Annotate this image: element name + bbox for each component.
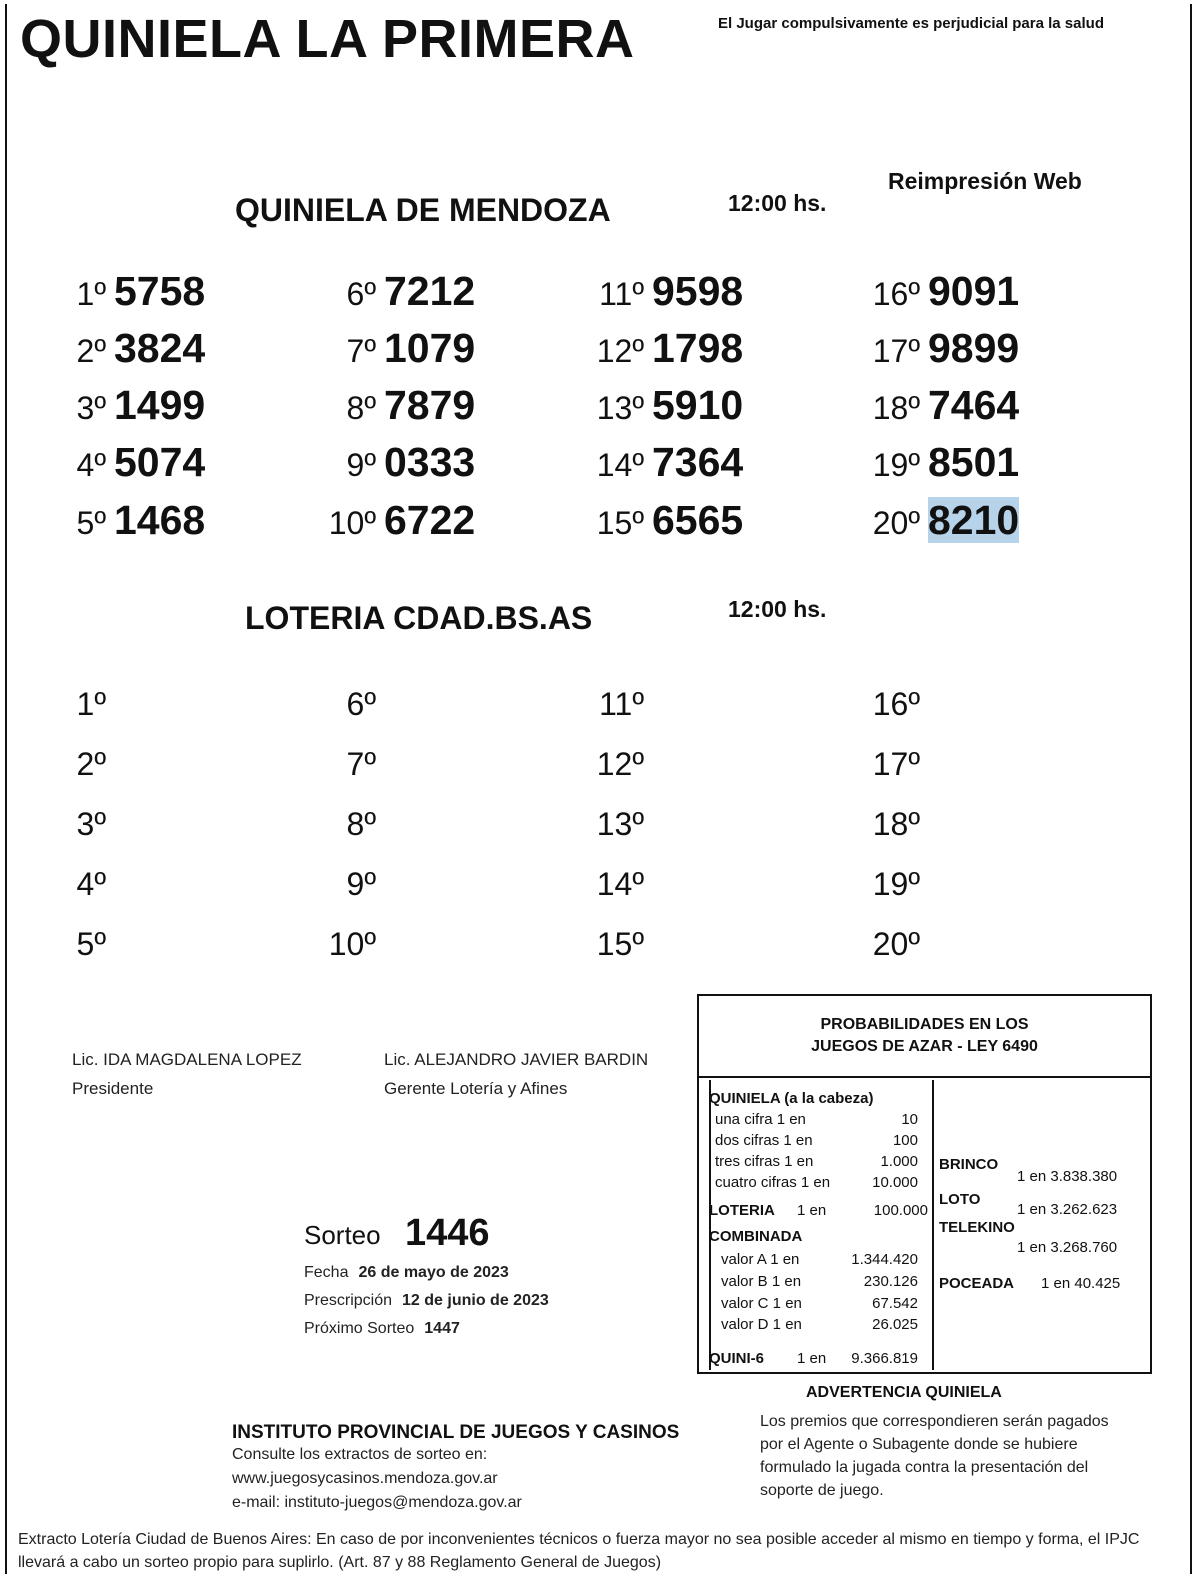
result-position: 3º [76, 806, 106, 842]
prob-label: valor C 1 en [721, 1295, 802, 1312]
loteria-result-4 [56, 866, 106, 903]
sorteo-label: Sorteo [304, 1220, 381, 1250]
quini6-prob-label: QUINI-6 [709, 1350, 765, 1367]
prob-label: valor D 1 en [721, 1316, 802, 1333]
result-number: 7464 [928, 382, 1020, 428]
loteria-result-2 [56, 746, 106, 783]
institute-email: e-mail: instituto-juegos@mendoza.gov.ar [232, 1494, 522, 1511]
loto-prob-label: LOTO [939, 1191, 981, 1208]
gambling-warning: El Jugar compulsivamente es perjudicial para la salud [718, 15, 1104, 32]
prob-value: 1.000 [880, 1153, 918, 1170]
mendoza-result-11 [580, 268, 743, 315]
loteria-result-3 [56, 806, 106, 843]
result-position: 6º [346, 686, 376, 722]
result-number: 6722 [384, 497, 476, 543]
prob-value: 10 [901, 1111, 918, 1128]
result-position: 19º [872, 866, 920, 902]
result-position: 9º [346, 447, 376, 483]
loteria-result-17 [856, 746, 920, 783]
prob-value: 67.542 [872, 1295, 918, 1312]
result-position: 14º [596, 866, 644, 902]
loteria-prob-text: 1 en [797, 1202, 827, 1219]
next-sorteo-value: 1447 [424, 1320, 460, 1337]
page-title: QUINIELA LA PRIMERA [20, 9, 635, 69]
institute-website: www.juegosycasinos.mendoza.gov.ar [232, 1470, 498, 1487]
sorteo-prescription [304, 1292, 549, 1310]
loteria-result-10 [312, 926, 376, 963]
mendoza-result-9 [312, 439, 475, 486]
result-position: 5º [76, 505, 106, 541]
prob-label: cuatro cifras 1 en [715, 1174, 831, 1191]
signature-role-president: Presidente [72, 1079, 154, 1098]
mendoza-draw-time: 12:00 hs. [728, 190, 827, 216]
prescription-value: 12 de junio de 2023 [402, 1292, 549, 1309]
result-number: 5910 [652, 382, 744, 428]
result-position: 2º [76, 333, 106, 369]
mendoza-result-3 [56, 382, 205, 429]
date-value: 26 de mayo de 2023 [358, 1264, 509, 1281]
mendoza-result-1 [56, 268, 205, 315]
result-position: 17º [872, 746, 920, 782]
signature-name-president: Lic. IDA MAGDALENA LOPEZ [72, 1050, 302, 1069]
mendoza-result-2 [56, 325, 205, 372]
mendoza-result-8 [312, 382, 475, 429]
advertencia-text: Los premios que correspondieren serán pagados por el Agente o Subagente donde se hubiere formulado la jugada contra la presentación del soporte de juego. [760, 1413, 1109, 1499]
mendoza-result-16 [856, 268, 1019, 315]
quini6-prob-value: 9.366.819 [851, 1350, 918, 1367]
result-position: 9º [346, 866, 376, 902]
loteria-prob-value: 100.000 [873, 1202, 928, 1219]
loteria-result-13 [580, 806, 644, 843]
result-position: 13º [596, 806, 644, 842]
loteria-result-5 [56, 926, 106, 963]
loteria-result-19 [856, 866, 920, 903]
result-position: 14º [596, 447, 644, 483]
result-number: 8501 [928, 439, 1020, 485]
result-position: 20º [872, 926, 920, 962]
prescription-label: Prescripción [304, 1292, 393, 1309]
result-position: 11º [599, 276, 644, 312]
result-position: 2º [76, 746, 106, 782]
result-number: 9091 [928, 268, 1020, 314]
prob-value: 230.126 [863, 1273, 918, 1290]
result-number: 0333 [384, 439, 476, 485]
quini6-prob-text: 1 en [797, 1350, 827, 1367]
loteria-result-15 [580, 926, 644, 963]
loteria-draw-time: 12:00 hs. [728, 596, 827, 622]
reprint-label: Reimpresión Web [888, 168, 1082, 194]
result-position: 4º [76, 447, 106, 483]
next-sorteo-label: Próximo Sorteo [304, 1320, 415, 1337]
result-position: 7º [346, 746, 376, 782]
brinco-prob-value: 1 en 3.838.380 [1017, 1168, 1118, 1185]
advertencia-title: ADVERTENCIA QUINIELA [806, 1384, 1002, 1401]
result-number: 6565 [652, 497, 744, 543]
result-number: 8210 [928, 497, 1020, 543]
probabilities-title-line1: PROBABILIDADES EN LOS [820, 1016, 1029, 1033]
brinco-prob-label: BRINCO [939, 1156, 999, 1173]
result-position: 8º [346, 806, 376, 842]
result-number: 9598 [652, 268, 744, 314]
loteria-result-8 [312, 806, 376, 843]
loteria-section-title: LOTERIA CDAD.BS.AS [245, 600, 593, 636]
mendoza-result-7 [312, 325, 475, 372]
date-label: Fecha [304, 1264, 349, 1281]
signature-role-manager: Gerente Lotería y Afines [384, 1079, 568, 1098]
institute-consult: Consulte los extractos de sorteo en: [232, 1446, 488, 1463]
prob-label: dos cifras 1 en [715, 1132, 813, 1149]
mendoza-section-title: QUINIELA DE MENDOZA [235, 192, 611, 228]
result-position: 16º [872, 686, 920, 722]
prob-value: 10.000 [872, 1174, 918, 1191]
loteria-result-9 [312, 866, 376, 903]
probabilities-box [697, 994, 1152, 1374]
mendoza-result-10 [312, 497, 475, 544]
result-number: 9899 [928, 325, 1020, 371]
result-number: 1798 [652, 325, 744, 371]
loteria-result-1 [56, 686, 106, 723]
result-position: 15º [596, 505, 644, 541]
combinada-prob-title: COMBINADA [709, 1228, 803, 1245]
prob-value: 100 [892, 1132, 918, 1149]
loteria-result-20 [856, 926, 920, 963]
next-sorteo [304, 1320, 460, 1338]
mendoza-result-5 [56, 497, 205, 544]
result-position: 20º [872, 505, 920, 541]
institute-name: INSTITUTO PROVINCIAL DE JUEGOS Y CASINOS [232, 1422, 680, 1443]
loteria-result-7 [312, 746, 376, 783]
loteria-result-18 [856, 806, 920, 843]
probabilities-title-line2: JUEGOS DE AZAR - LEY 6490 [811, 1038, 1038, 1055]
result-number: 1499 [114, 382, 206, 428]
poceada-prob-value: 1 en 40.425 [1041, 1275, 1121, 1292]
quiniela-prob-title: QUINIELA (a la cabeza) [709, 1090, 874, 1107]
result-position: 17º [872, 333, 920, 369]
result-position: 4º [76, 866, 106, 902]
telekino-prob-label: TELEKINO [939, 1219, 1015, 1236]
mendoza-result-14 [580, 439, 743, 486]
loteria-prob-label: LOTERIA [709, 1202, 775, 1219]
mendoza-result-12 [580, 325, 743, 372]
mendoza-result-17 [856, 325, 1019, 372]
footer-note: Extracto Lotería Ciudad de Buenos Aires: En caso de por inconvenientes técnicos o fuerza mayor no sea posible acceder al mismo en tiempo y forma, el IPJC llevará a cabo un sorteo propio para suplirlo. (Art. 87 y 88 Reglamento General de Juegos) [18, 1531, 1140, 1571]
result-position: 13º [596, 390, 644, 426]
result-number: 7879 [384, 382, 476, 428]
prob-value: 1.344.420 [851, 1251, 918, 1268]
prob-label: valor A 1 en [721, 1251, 800, 1268]
mendoza-result-20 [856, 497, 1019, 544]
result-position: 11º [599, 686, 644, 722]
result-position: 12º [596, 746, 644, 782]
result-position: 1º [76, 276, 106, 312]
loteria-result-6 [312, 686, 376, 723]
prob-label: una cifra 1 en [715, 1111, 806, 1128]
loto-prob-value: 1 en 3.262.623 [1017, 1201, 1118, 1218]
prob-label: valor B 1 en [721, 1273, 802, 1290]
loteria-result-16 [856, 686, 920, 723]
sorteo-number: 1446 [405, 1212, 490, 1254]
prob-label: tres cifras 1 en [715, 1153, 814, 1170]
telekino-prob-value: 1 en 3.268.760 [1017, 1239, 1118, 1256]
mendoza-result-13 [580, 382, 743, 429]
result-position: 7º [346, 333, 376, 369]
result-number: 3824 [114, 325, 206, 371]
result-number: 5074 [114, 439, 206, 485]
result-position: 18º [872, 390, 920, 426]
result-position: 5º [76, 926, 106, 962]
mendoza-result-15 [580, 497, 743, 544]
result-position: 10º [328, 926, 376, 962]
sorteo-date [304, 1264, 509, 1282]
loteria-result-11 [580, 686, 644, 723]
result-number: 7212 [384, 268, 476, 314]
loteria-result-12 [580, 746, 644, 783]
mendoza-result-4 [56, 439, 205, 486]
result-number: 1079 [384, 325, 476, 371]
loteria-result-14 [580, 866, 644, 903]
prob-value: 26.025 [872, 1316, 918, 1333]
result-position: 16º [872, 276, 920, 312]
mendoza-result-6 [312, 268, 475, 315]
poceada-prob-label: POCEADA [939, 1275, 1015, 1292]
signature-name-manager: Lic. ALEJANDRO JAVIER BARDIN [384, 1050, 649, 1069]
result-position: 19º [872, 447, 920, 483]
mendoza-result-19 [856, 439, 1019, 486]
probabilities-title [699, 996, 1150, 1078]
result-position: 3º [76, 390, 106, 426]
result-number: 5758 [114, 268, 206, 314]
mendoza-result-18 [856, 382, 1019, 429]
result-position: 10º [328, 505, 376, 541]
result-position: 8º [346, 390, 376, 426]
result-position: 12º [596, 333, 644, 369]
result-position: 15º [596, 926, 644, 962]
result-position: 1º [76, 686, 106, 722]
result-number: 7364 [652, 439, 744, 485]
result-number: 1468 [114, 497, 206, 543]
result-position: 6º [346, 276, 376, 312]
result-position: 18º [872, 806, 920, 842]
